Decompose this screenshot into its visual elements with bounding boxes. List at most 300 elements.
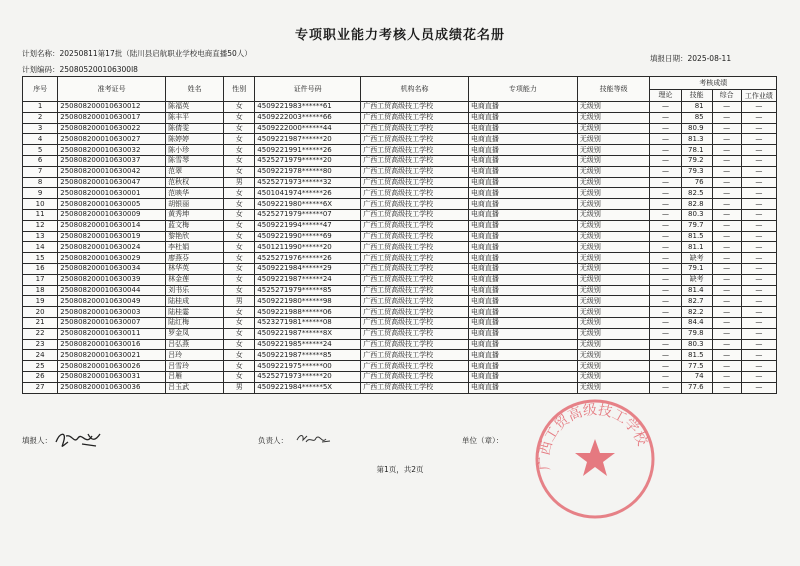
cell-work: —: [741, 242, 776, 253]
cell-gender: 女: [224, 209, 255, 220]
cell-level: 无级别: [577, 317, 650, 328]
cell-exam-no: 250808200010630039: [58, 274, 166, 285]
cell-skill: 81.1: [681, 242, 712, 253]
cell-name: 陈小珍: [166, 145, 224, 156]
col-gender: 性别: [224, 77, 255, 102]
cell-work: —: [741, 112, 776, 123]
cell-ability: 电商直播: [468, 296, 577, 307]
cell-org: 广西工贸高级技工学校: [361, 134, 469, 145]
table-row: [23, 253, 777, 264]
cell-skill: 81.3: [681, 134, 712, 145]
cell-level: 无级别: [577, 177, 650, 188]
cell-level: 无级别: [577, 155, 650, 166]
cell-org: 广西工贸高级技工学校: [361, 328, 469, 339]
cell-level: 无级别: [577, 242, 650, 253]
cell-id-no: 4509221987******85: [255, 350, 361, 361]
cell-ability: 电商直播: [468, 382, 577, 393]
cell-work: —: [741, 307, 776, 318]
cell-id-no: 4501211990******20: [255, 242, 361, 253]
table-row: [23, 350, 777, 361]
cell-exam-no: 250808200010630019: [58, 231, 166, 242]
cell-seq: 7: [23, 166, 58, 177]
cell-combined: —: [712, 112, 741, 123]
cell-gender: 女: [224, 350, 255, 361]
cell-name: 林华英: [166, 263, 224, 274]
cell-seq: 16: [23, 263, 58, 274]
cell-name: 刘书乐: [166, 285, 224, 296]
table-row: [23, 102, 777, 113]
cell-exam-no: 250808200010630021: [58, 350, 166, 361]
cell-org: 广西工贸高级技工学校: [361, 112, 469, 123]
cell-level: 无级别: [577, 328, 650, 339]
cell-level: 无级别: [577, 209, 650, 220]
cell-level: 无级别: [577, 339, 650, 350]
cell-work: —: [741, 199, 776, 210]
cell-work: —: [741, 177, 776, 188]
cell-exam-no: 250808200010630029: [58, 253, 166, 264]
cell-combined: —: [712, 145, 741, 156]
cell-org: 广西工贸高级技工学校: [361, 209, 469, 220]
cell-combined: —: [712, 177, 741, 188]
col-theory: 理论: [650, 90, 681, 102]
cell-gender: 男: [224, 382, 255, 393]
cell-gender: 女: [224, 285, 255, 296]
cell-exam-no: 250808200010630031: [58, 371, 166, 382]
cell-skill: 74: [681, 371, 712, 382]
cell-skill: 缺考: [681, 274, 712, 285]
cell-gender: 女: [224, 274, 255, 285]
plan-code: 计划编码：250805200106300l8: [22, 65, 138, 74]
cell-combined: —: [712, 350, 741, 361]
cell-seq: 15: [23, 253, 58, 264]
page-title: 专项职业能力考核人员成绩花名册: [294, 28, 505, 43]
cell-seq: 14: [23, 242, 58, 253]
cell-ability: 电商直播: [468, 317, 577, 328]
cell-gender: 女: [224, 199, 255, 210]
cell-org: 广西工贸高级技工学校: [361, 350, 469, 361]
cell-skill: 缺考: [681, 253, 712, 264]
cell-id-no: 4525271973******32: [255, 177, 361, 188]
col-scores: 考核成绩: [650, 77, 777, 90]
cell-work: —: [741, 188, 776, 199]
cell-ability: 电商直播: [468, 253, 577, 264]
cell-theory: —: [650, 123, 681, 134]
cell-gender: 女: [224, 307, 255, 318]
cell-name: 吕玉武: [166, 382, 224, 393]
cell-seq: 27: [23, 382, 58, 393]
col-work: 工作业绩: [741, 90, 776, 102]
cell-level: 无级别: [577, 102, 650, 113]
cell-skill: 81.5: [681, 350, 712, 361]
table-row: [23, 145, 777, 156]
cell-exam-no: 250808200010630005: [58, 199, 166, 210]
cell-org: 广西工贸高级技工学校: [361, 145, 469, 156]
cell-work: —: [741, 123, 776, 134]
cell-ability: 电商直播: [468, 220, 577, 231]
cell-gender: 女: [224, 263, 255, 274]
table-row: [23, 274, 777, 285]
cell-id-no: 4509221984******5X: [255, 382, 361, 393]
cell-gender: 女: [224, 112, 255, 123]
cell-combined: —: [712, 285, 741, 296]
cell-exam-no: 250808200010630044: [58, 285, 166, 296]
cell-org: 广西工贸高级技工学校: [361, 285, 469, 296]
col-level: 技能等级: [577, 77, 650, 102]
cell-skill: 81: [681, 102, 712, 113]
cell-work: —: [741, 155, 776, 166]
cell-theory: —: [650, 317, 681, 328]
cell-exam-no: 250808200010630003: [58, 307, 166, 318]
cell-id-no: 4501041974******26: [255, 188, 361, 199]
cell-org: 广西工贸高级技工学校: [361, 339, 469, 350]
cell-gender: 男: [224, 296, 255, 307]
manager-label: 负责人：: [258, 436, 288, 445]
cell-exam-no: 250808200010630012: [58, 102, 166, 113]
cell-skill: 79.3: [681, 166, 712, 177]
cell-org: 广西工贸高级技工学校: [361, 177, 469, 188]
unit-label: 单位（章）：: [462, 436, 504, 445]
cell-ability: 电商直播: [468, 199, 577, 210]
cell-gender: 女: [224, 371, 255, 382]
table-row: [23, 382, 777, 393]
cell-name: 陆红梅: [166, 317, 224, 328]
table-row: [23, 155, 777, 166]
cell-org: 广西工贸高级技工学校: [361, 199, 469, 210]
cell-org: 广西工贸高级技工学校: [361, 296, 469, 307]
col-combined: 综合: [712, 90, 741, 102]
cell-work: —: [741, 328, 776, 339]
cell-id-no: 4525271979******20: [255, 155, 361, 166]
cell-combined: —: [712, 263, 741, 274]
cell-org: 广西工贸高级技工学校: [361, 155, 469, 166]
cell-skill: 85: [681, 112, 712, 123]
cell-seq: 12: [23, 220, 58, 231]
cell-name: 李杜娟: [166, 242, 224, 253]
cell-skill: 82.7: [681, 296, 712, 307]
cell-level: 无级别: [577, 296, 650, 307]
cell-work: —: [741, 231, 776, 242]
cell-level: 无级别: [577, 285, 650, 296]
cell-ability: 电商直播: [468, 361, 577, 372]
cell-gender: 女: [224, 188, 255, 199]
cell-name: 吕雪玲: [166, 361, 224, 372]
table-row: [23, 166, 777, 177]
cell-org: 广西工贸高级技工学校: [361, 371, 469, 382]
cell-skill: 81.5: [681, 231, 712, 242]
cell-theory: —: [650, 285, 681, 296]
cell-gender: 女: [224, 134, 255, 145]
cell-seq: 25: [23, 361, 58, 372]
cell-org: 广西工贸高级技工学校: [361, 361, 469, 372]
cell-level: 无级别: [577, 166, 650, 177]
cell-combined: —: [712, 123, 741, 134]
cell-theory: —: [650, 242, 681, 253]
cell-skill: 84.4: [681, 317, 712, 328]
cell-combined: —: [712, 361, 741, 372]
stamp-text: 广西工贸高级技工学校: [536, 402, 651, 471]
cell-gender: 女: [224, 328, 255, 339]
cell-ability: 电商直播: [468, 209, 577, 220]
cell-exam-no: 250808200010630001: [58, 188, 166, 199]
cell-work: —: [741, 253, 776, 264]
cell-level: 无级别: [577, 231, 650, 242]
cell-org: 广西工贸高级技工学校: [361, 220, 469, 231]
cell-ability: 电商直播: [468, 188, 577, 199]
cell-id-no: 4509221987******24: [255, 274, 361, 285]
cell-org: 广西工贸高级技工学校: [361, 102, 469, 113]
cell-seq: 1: [23, 102, 58, 113]
cell-skill: 78.1: [681, 145, 712, 156]
manager-signature: [294, 430, 334, 448]
cell-theory: —: [650, 155, 681, 166]
cell-combined: —: [712, 199, 741, 210]
cell-theory: —: [650, 188, 681, 199]
cell-theory: —: [650, 328, 681, 339]
table-row: [23, 231, 777, 242]
cell-work: —: [741, 285, 776, 296]
cell-id-no: 4509221990******69: [255, 231, 361, 242]
col-id-no: 证件号码: [255, 77, 361, 102]
cell-org: 广西工贸高级技工学校: [361, 123, 469, 134]
cell-combined: —: [712, 209, 741, 220]
cell-id-no: 4509221987******20: [255, 134, 361, 145]
cell-name: 陈婷婷: [166, 134, 224, 145]
cell-gender: 女: [224, 242, 255, 253]
cell-theory: —: [650, 361, 681, 372]
cell-id-no: 4509221991******26: [255, 145, 361, 156]
col-skill: 技能: [681, 90, 712, 102]
cell-org: 广西工贸高级技工学校: [361, 188, 469, 199]
cell-gender: 女: [224, 220, 255, 231]
cell-gender: 女: [224, 155, 255, 166]
cell-theory: —: [650, 220, 681, 231]
cell-name: 廖燕芬: [166, 253, 224, 264]
cell-work: —: [741, 220, 776, 231]
cell-work: —: [741, 145, 776, 156]
cell-theory: —: [650, 382, 681, 393]
filler-label: 填报人：: [22, 436, 52, 445]
cell-org: 广西工贸高级技工学校: [361, 231, 469, 242]
cell-theory: —: [650, 350, 681, 361]
cell-combined: —: [712, 102, 741, 113]
cell-work: —: [741, 371, 776, 382]
cell-id-no: 4509222003******66: [255, 112, 361, 123]
cell-combined: —: [712, 382, 741, 393]
cell-combined: —: [712, 371, 741, 382]
cell-name: 吕雁: [166, 371, 224, 382]
plan-name: 计划名称：20250811第17批（陆川县启航职业学校电商直播50人）: [22, 49, 252, 58]
cell-exam-no: 250808200010630036: [58, 382, 166, 393]
cell-gender: 女: [224, 317, 255, 328]
cell-theory: —: [650, 209, 681, 220]
cell-org: 广西工贸高级技工学校: [361, 166, 469, 177]
table-row: [23, 339, 777, 350]
cell-seq: 3: [23, 123, 58, 134]
fill-date: 填报日期：2025-08-11: [650, 54, 732, 63]
cell-ability: 电商直播: [468, 123, 577, 134]
cell-name: 范映华: [166, 188, 224, 199]
cell-theory: —: [650, 166, 681, 177]
cell-seq: 6: [23, 155, 58, 166]
cell-seq: 10: [23, 199, 58, 210]
cell-ability: 电商直播: [468, 134, 577, 145]
cell-combined: —: [712, 317, 741, 328]
cell-skill: 77.5: [681, 361, 712, 372]
table-row: [23, 209, 777, 220]
cell-level: 无级别: [577, 263, 650, 274]
cell-name: 陆桂成: [166, 296, 224, 307]
cell-ability: 电商直播: [468, 166, 577, 177]
table-row: [23, 220, 777, 231]
cell-ability: 电商直播: [468, 102, 577, 113]
cell-exam-no: 250808200010630026: [58, 361, 166, 372]
cell-name: 吕玲: [166, 350, 224, 361]
table-row: [23, 263, 777, 274]
col-seq: 序号: [23, 77, 58, 102]
cell-gender: 女: [224, 339, 255, 350]
cell-combined: —: [712, 296, 741, 307]
unit-stamp: [528, 392, 662, 526]
table-row: [23, 317, 777, 328]
cell-skill: 82.2: [681, 307, 712, 318]
cell-level: 无级别: [577, 199, 650, 210]
page-number: 第1页，共2页: [376, 465, 424, 474]
cell-ability: 电商直播: [468, 155, 577, 166]
cell-seq: 5: [23, 145, 58, 156]
cell-theory: —: [650, 231, 681, 242]
cell-id-no: 4509221984******29: [255, 263, 361, 274]
cell-seq: 11: [23, 209, 58, 220]
cell-work: —: [741, 102, 776, 113]
cell-exam-no: 250808200010630049: [58, 296, 166, 307]
cell-theory: —: [650, 134, 681, 145]
cell-theory: —: [650, 199, 681, 210]
cell-exam-no: 250808200010630037: [58, 155, 166, 166]
cell-theory: —: [650, 307, 681, 318]
cell-level: 无级别: [577, 112, 650, 123]
cell-name: 黄秀坤: [166, 209, 224, 220]
cell-seq: 17: [23, 274, 58, 285]
table-row: [23, 307, 777, 318]
cell-id-no: 4509221983******61: [255, 102, 361, 113]
cell-combined: —: [712, 274, 741, 285]
col-exam-no: 准考证号: [58, 77, 166, 102]
cell-work: —: [741, 263, 776, 274]
cell-name: 蓝文梅: [166, 220, 224, 231]
cell-combined: —: [712, 307, 741, 318]
cell-work: —: [741, 296, 776, 307]
cell-id-no: 4509221994******47: [255, 220, 361, 231]
cell-skill: 79.1: [681, 263, 712, 274]
cell-work: —: [741, 361, 776, 372]
cell-name: 罗金凤: [166, 328, 224, 339]
cell-level: 无级别: [577, 361, 650, 372]
cell-id-no: 4509221987******8X: [255, 328, 361, 339]
cell-skill: 80.9: [681, 123, 712, 134]
table-row: [23, 361, 777, 372]
cell-seq: 2: [23, 112, 58, 123]
cell-level: 无级别: [577, 253, 650, 264]
cell-work: —: [741, 339, 776, 350]
cell-id-no: 4509221980******6X: [255, 199, 361, 210]
cell-name: 吕弘燕: [166, 339, 224, 350]
table-row: [23, 285, 777, 296]
filler-signature: [52, 428, 104, 452]
cell-gender: 女: [224, 145, 255, 156]
table-row: [23, 112, 777, 123]
cell-skill: 76: [681, 177, 712, 188]
cell-combined: —: [712, 231, 741, 242]
cell-theory: —: [650, 145, 681, 156]
cell-id-no: 4509221988******06: [255, 307, 361, 318]
cell-combined: —: [712, 188, 741, 199]
cell-org: 广西工贸高级技工学校: [361, 317, 469, 328]
cell-exam-no: 250808200010630027: [58, 134, 166, 145]
cell-id-no: 4525271976******26: [255, 253, 361, 264]
cell-name: 胡银丽: [166, 199, 224, 210]
cell-seq: 13: [23, 231, 58, 242]
cell-level: 无级别: [577, 350, 650, 361]
cell-combined: —: [712, 339, 741, 350]
cell-ability: 电商直播: [468, 274, 577, 285]
cell-level: 无级别: [577, 307, 650, 318]
cell-skill: 79.7: [681, 220, 712, 231]
cell-name: 范秋权: [166, 177, 224, 188]
cell-theory: —: [650, 339, 681, 350]
cell-combined: —: [712, 328, 741, 339]
cell-work: —: [741, 350, 776, 361]
cell-ability: 电商直播: [468, 371, 577, 382]
cell-exam-no: 250808200010630017: [58, 112, 166, 123]
cell-id-no: 4509222000******44: [255, 123, 361, 134]
cell-seq: 19: [23, 296, 58, 307]
cell-org: 广西工贸高级技工学校: [361, 263, 469, 274]
cell-name: 黎艳欣: [166, 231, 224, 242]
cell-skill: 79.2: [681, 155, 712, 166]
cell-ability: 电商直播: [468, 339, 577, 350]
cell-skill: 82.5: [681, 188, 712, 199]
cell-seq: 24: [23, 350, 58, 361]
cell-seq: 22: [23, 328, 58, 339]
cell-level: 无级别: [577, 123, 650, 134]
cell-skill: 82.8: [681, 199, 712, 210]
cell-ability: 电商直播: [468, 145, 577, 156]
cell-exam-no: 250808200010630011: [58, 328, 166, 339]
cell-theory: —: [650, 274, 681, 285]
cell-skill: 80.3: [681, 209, 712, 220]
table-row: [23, 371, 777, 382]
cell-theory: —: [650, 112, 681, 123]
cell-level: 无级别: [577, 145, 650, 156]
cell-exam-no: 250808200010630047: [58, 177, 166, 188]
cell-name: 陈倩雯: [166, 123, 224, 134]
col-ability: 专项能力: [468, 77, 577, 102]
col-name: 姓名: [166, 77, 224, 102]
cell-ability: 电商直播: [468, 285, 577, 296]
cell-id-no: 4525271973******20: [255, 371, 361, 382]
cell-id-no: 4509221978******80: [255, 166, 361, 177]
cell-gender: 女: [224, 123, 255, 134]
table-row: [23, 199, 777, 210]
cell-exam-no: 250808200010630042: [58, 166, 166, 177]
cell-exam-no: 250808200010630032: [58, 145, 166, 156]
cell-gender: 女: [224, 166, 255, 177]
cell-org: 广西工贸高级技工学校: [361, 274, 469, 285]
cell-seq: 21: [23, 317, 58, 328]
table-row: [23, 242, 777, 253]
cell-ability: 电商直播: [468, 350, 577, 361]
cell-id-no: 4509221985******24: [255, 339, 361, 350]
